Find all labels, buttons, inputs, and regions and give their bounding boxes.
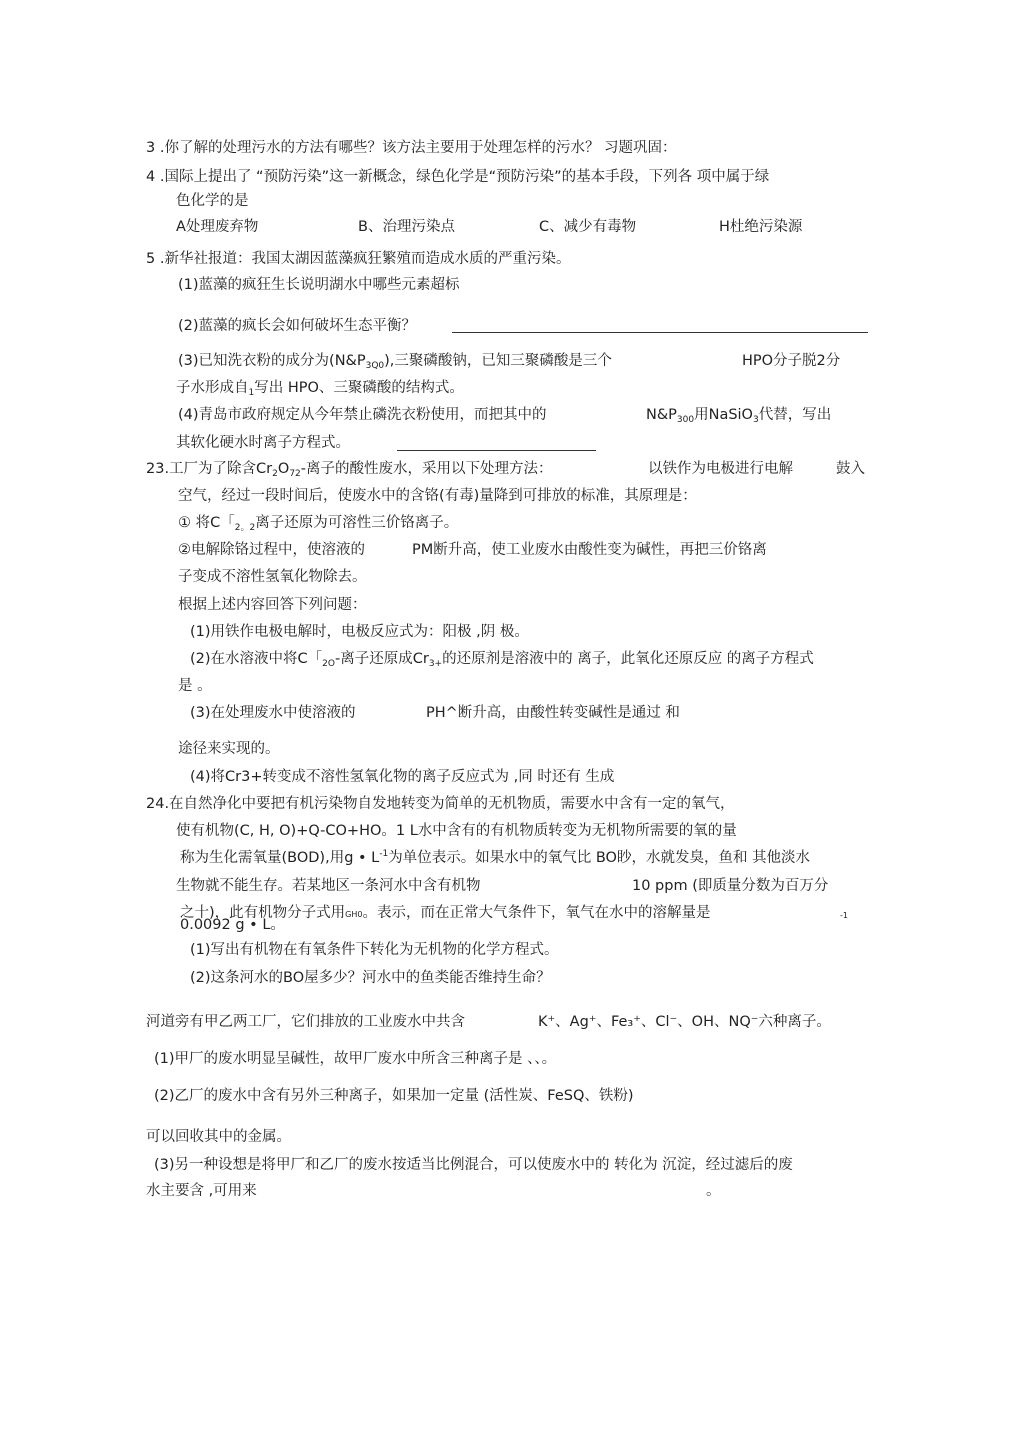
question-24-line-4: 生物就不能生存。若某地区一条河水中含有机物 xyxy=(176,878,481,894)
question-5-intro: 5 .新华社报道：我国太湖因蓝藻疯狂繁殖而造成水质的严重污染。 xyxy=(146,251,571,267)
question-5-part-3: (3)已知洗衣粉的成分为$(N\&P_{3Q0})$,三聚磷酸钠，已知三聚磷酸是三个 xyxy=(178,353,612,371)
question-23-sub-3-line-2: 途径来实现的。 xyxy=(178,741,280,757)
question-5-part-4: (4)青岛市政府规定从今年禁止磷洗衣粉使用，而把其中的 xyxy=(178,407,547,423)
question-5-part-4-cont: $N\&P_{300}$用NaSiO$_3$代替，写出 xyxy=(646,407,832,425)
option-c: C、减少有毒物 xyxy=(539,219,637,235)
question-23-step-2: ②电解除铬过程中，使溶液的 xyxy=(178,542,365,558)
river-question-sub-1: (1)甲厂的废水明显呈碱性，故甲厂废水中所含三种离子是 、、。 xyxy=(154,1051,557,1067)
question-23-line-2: 空气，经过一段时间后，使废水中的含铬(有毒)量降到可排放的标准，其原理是： xyxy=(178,488,697,504)
question-23-step-2-cont: PM断升高，使工业废水由酸性变为碱性，再把三价铬离 xyxy=(412,542,767,558)
question-5-part-3-cont: HPO分子脱2分 xyxy=(742,353,841,369)
superscript-minus-one: -1 xyxy=(840,911,848,920)
option-a: A处理废弃物 xyxy=(176,219,259,235)
question-24-line-3: 称为生化需氧量(BOD),用g • $L^{-1}$为单位表示。如果水中的氧气比 BO眇，水就发臭，鱼和 其他淡水 xyxy=(180,849,811,866)
river-question-line-1: 河道旁有甲乙两工厂，它们排放的工业废水中共含 xyxy=(146,1014,465,1030)
river-question-line-3: 可以回收其中的金属。 xyxy=(146,1129,291,1145)
question-24-line-4-cont: 10 ppm (即质量分数为百万分 xyxy=(632,878,829,894)
question-23-line-1-end: 鼓入 xyxy=(836,461,865,477)
question-5-part-3-line-2: 子水形成自$_1$写出 HPO、三聚磷酸的结构式。 xyxy=(176,380,464,398)
question-23-sub-1: (1)用铁作电极电解时，电极反应式为：阳极 ,阴 极。 xyxy=(190,624,529,640)
question-5-part-1: (1)蓝藻的疯狂生长说明湖水中哪些元素超标 xyxy=(178,277,460,293)
question-24-line-6: 0.0092 g • L。 xyxy=(180,917,285,933)
question-4-line-1: 4 .国际上提出了 “预防污染”这一新概念，绿色化学是“预防污染”的基本手段，下列各 项中属于绿 xyxy=(146,169,770,185)
question-23-sub-2: (2)在水溶液中将C「$_{2O}$-离子还原成$Cr_{3+}$的还原剂是溶液中的 离子，此氧化还原反应 的离子方程式 xyxy=(190,651,814,669)
question-23-sub-2-line-2: 是 。 xyxy=(178,678,212,694)
question-24-line-5: 之十)，此有机物分子式用GH0。表示，而在正常大气条件下，氧气在水中的溶解量是 xyxy=(180,905,711,921)
answer-blank xyxy=(452,332,868,333)
question-24-line-2: 使有机物(C, H, O)+Q-CO+HO。1 L水中含有的有机物质转变为无机物所需要的氧的量 xyxy=(176,823,737,839)
option-b: B、治理污染点 xyxy=(358,219,455,235)
question-5-part-2: (2)蓝藻的疯长会如何破坏生态平衡？ xyxy=(178,318,417,334)
question-23-line-1-cont: 以铁作为电极进行电解 xyxy=(648,461,793,477)
question-24-sub-2: (2)这条河水的BO屋多少？河水中的鱼类能否维持生命？ xyxy=(190,970,551,986)
answer-blank xyxy=(397,450,596,451)
river-question-sub-2: (2)乙厂的废水中含有另外三种离子，如果加一定量 (活性炭、FeSQ、铁粉) xyxy=(154,1088,634,1104)
question-3: 3 .你了解的处理污水的方法有哪些？该方法主要用于处理怎样的污水？ 习题巩固： xyxy=(146,140,677,156)
question-23-sub-3-cont: PH^断升高，由酸性转变碱性是通过 和 xyxy=(426,705,680,721)
question-5-part-4-line-2: 其软化硬水时离子方程式。 xyxy=(176,435,350,451)
question-23-step-1: ① 将C「$_{2。2}$离子还原为可溶性三价铬离子。 xyxy=(178,515,459,533)
river-question-ions: K⁺、Ag⁺、Fe₃⁺、Cl⁻、OH、NQ⁻六种离子。 xyxy=(538,1014,831,1030)
question-23-prompt: 根据上述内容回答下列问题： xyxy=(178,597,367,613)
question-4-line-2: 色化学的是 xyxy=(176,193,249,209)
river-question-sub-3: (3)另一种设想是将甲厂和乙厂的废水按适当比例混合，可以使废水中的 转化为 沉淀，经过滤后的废 xyxy=(154,1157,793,1173)
option-d: H杜绝污染源 xyxy=(719,219,803,235)
question-24-line-1: 24.在自然净化中要把有机污染物自发地转变为简单的无机物质，需要水中含有一定的氧气， xyxy=(146,796,735,812)
question-24-sub-1: (1)写出有机物在有氧条件下转化为无机物的化学方程式。 xyxy=(190,942,559,958)
question-23-step-2-line-2: 子变成不溶性氢氧化物除去。 xyxy=(178,569,367,585)
question-23-sub-3: (3)在处理废水中使溶液的 xyxy=(190,705,356,721)
question-23-line-1: 23.工厂为了除含$Cr_2O_{72}-$离子的酸性废水，采用以下处理方法： xyxy=(146,461,553,479)
question-23-sub-4: (4)将Cr3+转变成不溶性氢氧化物的离子反应式为 ,同 时还有 生成 xyxy=(190,769,615,785)
period-mark: 。 xyxy=(706,1183,721,1199)
river-question-sub-3-line-2: 水主要含 ,可用来 xyxy=(146,1183,257,1199)
